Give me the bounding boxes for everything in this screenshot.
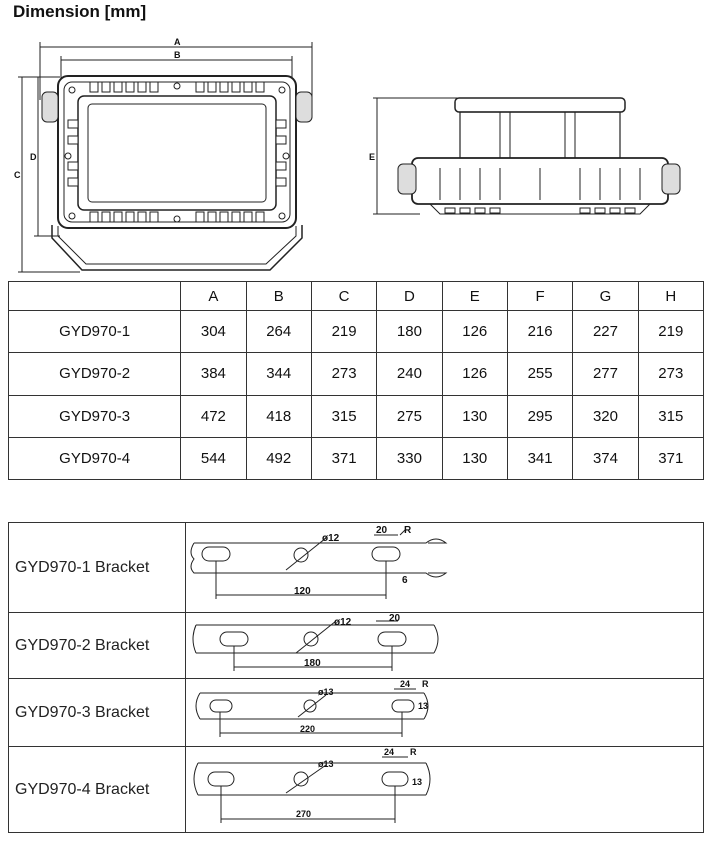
bracket-drawing-cell <box>186 679 704 747</box>
dimension-b-label: B <box>174 50 181 60</box>
bracket-edge-label: 24 <box>384 747 395 757</box>
bracket-edge-label: 20 <box>376 525 388 536</box>
bracket-hole-label: ø12 <box>322 533 340 544</box>
table-header: B <box>246 282 311 311</box>
bracket-height-label: 13 <box>418 701 429 711</box>
table-cell: 344 <box>246 353 311 395</box>
bracket-drawing-cell <box>186 613 704 679</box>
table-cell: 240 <box>377 353 442 395</box>
table-header: H <box>638 282 703 311</box>
dimensions-table <box>8 281 704 480</box>
table-cell: 418 <box>246 395 311 437</box>
brackets-table <box>8 522 704 833</box>
bracket-radius-label: R <box>410 747 417 757</box>
bracket-spacing-label: 270 <box>296 809 312 819</box>
bracket-label: GYD970-2 Bracket <box>9 613 186 679</box>
bracket-row <box>9 523 704 613</box>
table-cell: 295 <box>507 395 572 437</box>
bracket-label: GYD970-3 Bracket <box>9 679 186 747</box>
bracket-height-label: 13 <box>412 777 423 787</box>
table-cell: 219 <box>311 311 376 353</box>
table-header: E <box>442 282 507 311</box>
table-cell: 384 <box>181 353 246 395</box>
bracket-drawing <box>186 613 703 673</box>
table-cell: 277 <box>573 353 638 395</box>
model-cell: GYD970-4 <box>9 437 181 479</box>
bracket-edge-label: 20 <box>389 613 401 624</box>
front-view-drawing <box>18 42 312 272</box>
table-cell: 275 <box>377 395 442 437</box>
bracket-spacing-label: 120 <box>294 586 311 597</box>
bracket-spacing-label: 180 <box>304 658 321 669</box>
bracket-radius-label: R <box>404 525 412 536</box>
table-cell: 371 <box>638 437 703 479</box>
model-cell: GYD970-1 <box>9 311 181 353</box>
model-cell: GYD970-3 <box>9 395 181 437</box>
table-cell: 126 <box>442 311 507 353</box>
dimension-c-label: C <box>14 170 21 180</box>
side-view-drawing <box>373 98 680 214</box>
table-cell: 371 <box>311 437 376 479</box>
table-cell: 126 <box>442 353 507 395</box>
bracket-label: GYD970-4 Bracket <box>9 747 186 833</box>
bracket-radius-label: R <box>422 679 429 689</box>
bracket-row <box>9 613 704 679</box>
bracket-edge-label: 24 <box>400 679 411 689</box>
table-cell: 304 <box>181 311 246 353</box>
dimension-a-label: A <box>174 37 181 47</box>
table-cell: 341 <box>507 437 572 479</box>
bracket-drawing-cell <box>186 747 704 833</box>
table-cell: 216 <box>507 311 572 353</box>
table-header: D <box>377 282 442 311</box>
table-cell: 315 <box>638 395 703 437</box>
table-cell: 227 <box>573 311 638 353</box>
page-title: Dimension [mm] <box>13 2 147 21</box>
dimension-e-label: E <box>369 152 376 162</box>
table-cell: 320 <box>573 395 638 437</box>
bracket-spacing-label: 220 <box>300 724 316 734</box>
table-cell: 255 <box>507 353 572 395</box>
bracket-hole-label: ø13 <box>318 687 334 697</box>
table-cell: 330 <box>377 437 442 479</box>
table-header-row <box>9 282 704 311</box>
table-row <box>9 395 704 437</box>
table-cell: 544 <box>181 437 246 479</box>
table-cell: 180 <box>377 311 442 353</box>
table-header <box>9 282 181 311</box>
bracket-label: GYD970-1 Bracket <box>9 523 186 613</box>
table-cell: 374 <box>573 437 638 479</box>
bracket-drawing <box>186 679 703 741</box>
table-row <box>9 353 704 395</box>
table-header: A <box>181 282 246 311</box>
table-cell: 472 <box>181 395 246 437</box>
table-cell: 492 <box>246 437 311 479</box>
table-cell: 264 <box>246 311 311 353</box>
table-cell: 130 <box>442 437 507 479</box>
table-row <box>9 311 704 353</box>
table-cell: 315 <box>311 395 376 437</box>
bracket-height-label: 6 <box>402 575 408 586</box>
table-cell: 219 <box>638 311 703 353</box>
bracket-hole-label: ø12 <box>334 617 352 628</box>
table-header: G <box>573 282 638 311</box>
table-cell: 273 <box>311 353 376 395</box>
bracket-drawing <box>186 523 703 607</box>
table-row <box>9 437 704 479</box>
bracket-drawing <box>186 747 703 827</box>
model-cell: GYD970-2 <box>9 353 181 395</box>
table-cell: 273 <box>638 353 703 395</box>
table-header: C <box>311 282 376 311</box>
table-cell: 130 <box>442 395 507 437</box>
table-header: F <box>507 282 572 311</box>
bracket-drawing-cell <box>186 523 704 613</box>
bracket-row <box>9 747 704 833</box>
bracket-row <box>9 679 704 747</box>
dimension-d-label: D <box>30 152 37 162</box>
bracket-hole-label: ø13 <box>318 759 334 769</box>
fixture-drawings <box>0 0 725 280</box>
